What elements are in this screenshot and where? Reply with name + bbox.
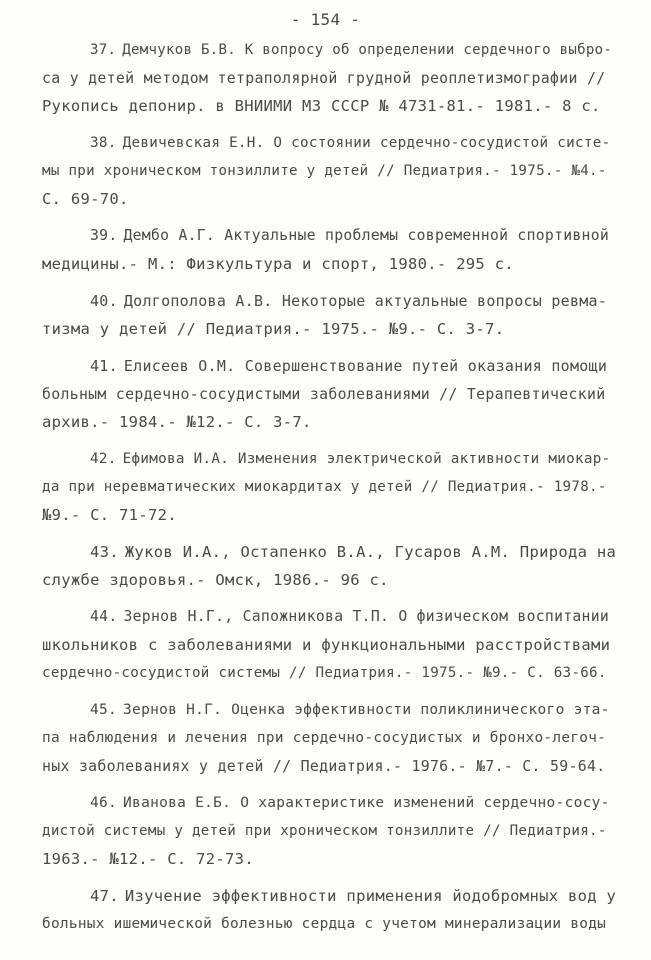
entry-number: 45.	[90, 702, 118, 718]
entry-text: больным сердечно-сосудистыми заболеваниями // Терапевтический	[42, 385, 606, 403]
entry-text: Демчуков Б.В. К вопросу об определении сердечного выбро-	[122, 42, 613, 58]
entry-text: 1963.- №12.- С. 72-73.	[42, 850, 254, 868]
entry-text: №9.- С. 71-72.	[42, 506, 177, 524]
entry-text: архив.- 1984.- №12.- С. 3-7.	[42, 413, 312, 431]
bibliography-entry	[42, 352, 617, 436]
entry-text: мы при хроническом тонзиллите у детей // Педиатрия.- 1975.- №4.-	[42, 163, 607, 179]
bibliography-entry	[42, 129, 617, 213]
entry-line	[42, 445, 617, 473]
entry-line	[42, 659, 617, 687]
entry-text: Ефимова И.А. Изменения электрической активности миокар-	[122, 451, 611, 467]
entry-number: 46.	[90, 795, 118, 811]
entry-line	[42, 157, 617, 185]
entry-line	[42, 352, 617, 380]
entry-text: медицины.- М.: Физкультура и спорт, 1980.- 295 с.	[42, 255, 514, 273]
entry-text: Жуков И.А., Остапенко В.А., Гусаров А.М. Природа на	[124, 543, 617, 561]
bibliography-entry	[42, 538, 617, 594]
entry-line	[42, 185, 617, 213]
bibliography-entry	[42, 696, 617, 780]
entry-text: ных заболеваниях у детей // Педиатрия.- 1976.- №7.- С. 59-64.	[42, 757, 606, 775]
entry-number: 41.	[90, 357, 118, 375]
entry-number: 43.	[90, 543, 119, 561]
bibliography-entry	[42, 222, 617, 278]
entry-text: школьников с заболеваниями и функциональными расстройствами	[42, 636, 611, 654]
entry-line	[42, 380, 617, 408]
entry-line	[42, 501, 617, 529]
entry-line	[42, 603, 617, 631]
entry-line	[42, 817, 617, 845]
entry-text: са у детей методом тетраполярной грудной реоплетизмографии //	[42, 69, 606, 87]
entry-text: Рукопись депонир. в ВНИИМИ МЗ СССР № 4731-81.- 1981.- 8 с.	[42, 97, 601, 115]
entry-line	[42, 222, 617, 250]
entry-text: Изучение эффективности применения йодобромных вод у	[124, 887, 617, 905]
bibliography-entry	[42, 789, 617, 873]
entry-text: Елисеев О.М. Совершенствование путей оказания помощи	[123, 357, 608, 375]
entry-line	[42, 315, 617, 343]
entry-line	[42, 789, 617, 817]
bibliography-entry	[42, 882, 617, 938]
entry-text: сердечно-сосудистой системы // Педиатрия.- 1975.- №9.- С. 63-66.	[42, 665, 607, 681]
entry-number: 37.	[90, 42, 117, 58]
entry-line	[42, 845, 617, 873]
entry-number: 47.	[90, 887, 119, 905]
bibliography-entry	[42, 287, 617, 343]
entry-line	[42, 36, 617, 64]
entry-line	[42, 752, 617, 780]
entry-text: да при неревматических миокардитах у детей // Педиатрия.- 1978.-	[42, 479, 607, 495]
entry-number: 38.	[90, 135, 117, 151]
entry-text: па наблюдения и лечения при сердечно-сосудистых и бронхо-легоч-	[42, 730, 607, 746]
entry-text: больных ишемической болезнью сердца с учетом минерализации воды	[42, 916, 607, 932]
bibliography-entry	[42, 445, 617, 529]
entry-line	[42, 250, 617, 278]
entry-line	[42, 473, 617, 501]
page-number: - 154 -	[290, 10, 361, 29]
entry-line	[42, 92, 617, 120]
entry-text: дистой системы у детей при хроническом тонзиллите // Педиатрия.-	[42, 823, 607, 839]
entry-line	[42, 129, 617, 157]
entry-text: С. 69-70.	[42, 190, 129, 208]
bibliography-entry	[42, 603, 617, 687]
entry-text: Дембо А.Г. Актуальные проблемы современной спортивной	[123, 227, 610, 244]
entry-text: службе здоровья.- Омск, 1986.- 96 с.	[42, 571, 389, 589]
entry-number: 39.	[90, 227, 118, 244]
entry-line	[42, 538, 617, 566]
entry-line	[42, 64, 617, 92]
entry-text: Долгополова А.В. Некоторые актуальные вопросы ревма-	[123, 292, 608, 310]
bibliography-list	[42, 36, 617, 947]
entry-line	[42, 408, 617, 436]
entry-line	[42, 910, 617, 938]
entry-number: 40.	[90, 292, 118, 310]
entry-text: Девичевская Е.Н. О состоянии сердечно-сосудистой систе-	[122, 135, 611, 151]
entry-text: Зернов Н.Г., Сапожникова Т.П. О физическом воспитании	[123, 608, 610, 625]
entry-number: 44.	[90, 608, 118, 625]
entry-number: 42.	[90, 451, 117, 467]
entry-line	[42, 882, 617, 910]
entry-line	[42, 287, 617, 315]
entry-text: Иванова Е.Б. О характеристике изменений сердечно-сосу-	[123, 795, 610, 811]
entry-text: тизма у детей // Педиатрия.- 1975.- №9.- С. 3-7.	[42, 320, 505, 338]
entry-text: Зернов Н.Г. Оценка эффективности поликлинического эта-	[123, 702, 610, 718]
entry-line	[42, 631, 617, 659]
entry-line	[42, 696, 617, 724]
entry-line	[42, 724, 617, 752]
bibliography-entry	[42, 36, 617, 120]
entry-line	[42, 566, 617, 594]
